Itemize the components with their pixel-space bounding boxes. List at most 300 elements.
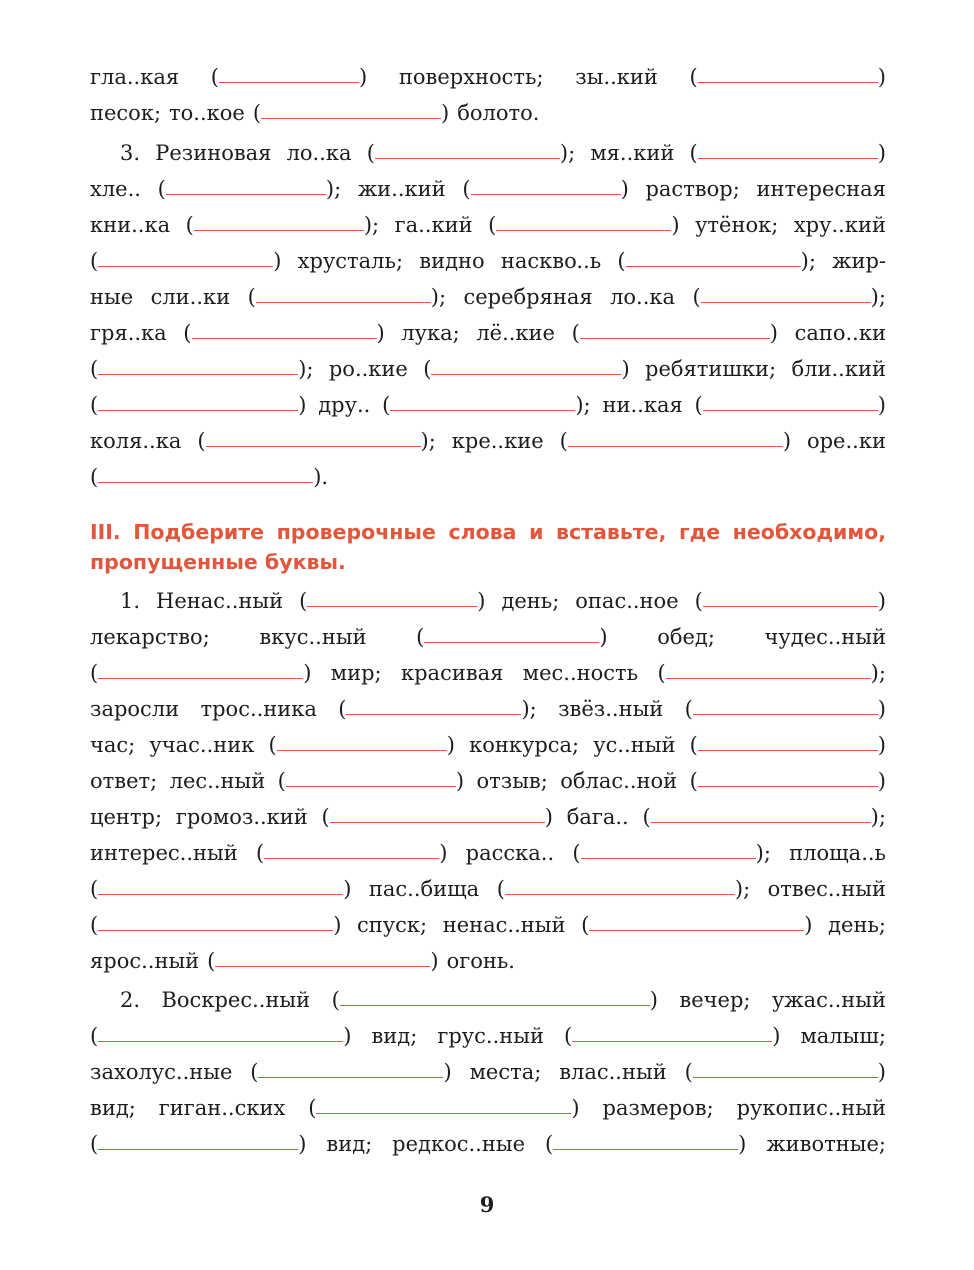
answer-group: [158, 171, 341, 207]
open-paren: (: [331, 988, 340, 1012]
open-paren: (: [90, 393, 99, 417]
close-paren: ): [298, 393, 307, 417]
text-line: [90, 315, 886, 351]
word: отвес..ный: [767, 877, 886, 901]
close-paren: ): [455, 769, 465, 793]
answer-group: [572, 835, 770, 871]
open-paren: (: [338, 697, 347, 721]
close-paren: ): [877, 141, 886, 165]
heading-word: необходимо,: [732, 520, 886, 544]
word: чудес..ный: [764, 625, 886, 649]
close-paren: ): [443, 1060, 452, 1084]
close-paren: ): [738, 1132, 747, 1156]
answer-blank[interactable]: [698, 62, 878, 84]
close-paren: ): [649, 988, 658, 1012]
answer-group: [90, 387, 306, 423]
word: ло..ка: [610, 285, 676, 309]
word: ус..ный: [593, 733, 676, 757]
open-paren: (: [207, 949, 216, 973]
answer-group: [690, 59, 886, 95]
answer-blank[interactable]: [581, 838, 756, 860]
word: центр;: [90, 805, 163, 829]
answer-group: [690, 727, 886, 763]
answer-blank[interactable]: [666, 658, 871, 680]
answer-blank[interactable]: [98, 462, 313, 484]
word: кре..кие: [451, 429, 544, 453]
word: лес..ный: [169, 769, 266, 793]
word: звёз..ный: [558, 697, 664, 721]
open-paren: (: [564, 1024, 573, 1048]
answer-blank[interactable]: [580, 318, 770, 340]
word: влас..ный: [559, 1060, 667, 1084]
close-paren: ): [343, 877, 352, 901]
close-paren: ): [877, 589, 886, 613]
answer-group: [657, 655, 885, 691]
close-paren: ): [441, 101, 450, 125]
heading-word: вставьте,: [556, 520, 667, 544]
close-paren: );: [363, 213, 380, 237]
answer-blank[interactable]: [651, 802, 871, 824]
close-paren: ): [273, 249, 282, 273]
open-paren: (: [572, 841, 581, 865]
answer-group: [564, 1018, 780, 1054]
answer-group: [278, 763, 464, 799]
answer-blank[interactable]: [166, 174, 326, 196]
answer-group: [90, 1126, 306, 1162]
word: Воскрес..ный: [161, 988, 311, 1012]
text-line: [90, 655, 886, 691]
text-line: [90, 243, 886, 279]
answer-group: [90, 459, 328, 495]
text-line: [90, 1126, 886, 1162]
text-line: [90, 387, 886, 423]
word: спуск;: [357, 913, 428, 937]
open-paren: (: [90, 249, 99, 273]
open-paren: (: [684, 697, 693, 721]
word: ло..ка: [286, 141, 352, 165]
text-line: [90, 59, 886, 95]
word: поверхность;: [398, 65, 544, 89]
word: пас..бища: [368, 877, 480, 901]
close-paren: ): [782, 429, 792, 453]
word: видно: [419, 249, 485, 273]
close-paren: ): [804, 913, 813, 937]
open-paren: (: [247, 285, 256, 309]
text-line: [90, 871, 886, 907]
open-paren: (: [462, 177, 471, 201]
word: хле..: [90, 177, 141, 201]
word: ро..кие: [328, 357, 408, 381]
word: гря..ка: [90, 321, 167, 345]
open-paren: (: [692, 285, 701, 309]
word: места;: [469, 1060, 542, 1084]
open-paren: (: [250, 1060, 259, 1084]
word: захолус..ные: [90, 1060, 233, 1084]
open-paren: (: [183, 321, 192, 345]
text-line: [90, 727, 886, 763]
word: облас..ной: [560, 769, 678, 793]
word: вечер;: [679, 988, 751, 1012]
word: лё..кие: [476, 321, 555, 345]
word: ненас..ный: [442, 913, 566, 937]
open-paren: (: [210, 65, 219, 89]
close-paren: ): [439, 841, 448, 865]
answer-group: [332, 982, 658, 1018]
word: сли..ки: [150, 285, 231, 309]
text-line: [90, 423, 886, 459]
answer-blank[interactable]: [589, 910, 804, 932]
heading-word: и: [529, 520, 544, 544]
answer-blank[interactable]: [496, 210, 671, 232]
word: красивая: [400, 661, 504, 685]
close-paren: );: [800, 249, 816, 273]
section-iii-heading: [90, 517, 886, 577]
word: огонь.: [446, 949, 515, 973]
answer-group: [617, 243, 815, 279]
answer-group: [322, 799, 553, 835]
open-paren: (: [382, 393, 391, 417]
open-paren: (: [581, 913, 590, 937]
close-paren: ): [333, 913, 342, 937]
open-paren: (: [90, 877, 99, 901]
text-line: [90, 135, 886, 171]
answer-blank[interactable]: [553, 1129, 738, 1151]
answer-group: [695, 387, 886, 423]
answer-group: [186, 207, 379, 243]
word: громоз..кий: [175, 805, 308, 829]
word: зы..кий: [575, 65, 658, 89]
close-paren: ): [298, 1132, 307, 1156]
open-paren: (: [488, 213, 497, 237]
answer-blank[interactable]: [98, 910, 333, 932]
answer-blank[interactable]: [307, 586, 477, 608]
answer-blank[interactable]: [219, 62, 359, 84]
word: хру..кий: [793, 213, 886, 237]
word: день;: [501, 589, 560, 613]
word: гла..кая: [90, 65, 180, 89]
text-line: [90, 1054, 886, 1090]
answer-blank[interactable]: [471, 174, 621, 196]
answer-group: [642, 799, 885, 835]
answer-group: [560, 423, 791, 459]
answer-group: [462, 171, 628, 207]
word: расска..: [465, 841, 555, 865]
answer-blank[interactable]: [258, 1057, 443, 1079]
word: песок;: [90, 101, 162, 125]
answer-group: [692, 279, 885, 315]
answer-blank[interactable]: [194, 210, 364, 232]
word: мя..кий: [590, 141, 675, 165]
answer-group: [248, 279, 446, 315]
answer-group: [308, 1090, 579, 1126]
answer-blank[interactable]: [693, 1057, 878, 1079]
answer-blank[interactable]: [206, 426, 421, 448]
answer-group: [690, 763, 886, 799]
close-paren: );: [575, 393, 591, 417]
word: ярос..ный: [90, 949, 200, 973]
open-paren: (: [571, 321, 580, 345]
open-paren: (: [185, 213, 194, 237]
open-paren: (: [268, 733, 277, 757]
answer-blank[interactable]: [98, 390, 298, 412]
answer-group: [256, 835, 447, 871]
close-paren: );: [420, 429, 436, 453]
answer-group: [299, 583, 485, 619]
word: 3.: [120, 141, 141, 165]
answer-blank[interactable]: [215, 946, 430, 968]
word: редкос..ные: [392, 1132, 525, 1156]
word: размеров;: [602, 1096, 714, 1120]
open-paren: (: [689, 769, 698, 793]
answer-group: [211, 59, 367, 95]
word: грус..ный: [437, 1024, 544, 1048]
close-paren: ): [376, 321, 385, 345]
answer-blank[interactable]: [698, 138, 878, 160]
text-line: [90, 943, 886, 979]
word: час;: [90, 733, 136, 757]
close-paren: ): [671, 213, 680, 237]
answer-group: [183, 315, 384, 351]
answer-blank[interactable]: [98, 354, 298, 376]
text-line: [90, 583, 886, 619]
answer-blank[interactable]: [703, 586, 878, 608]
text-line: [90, 835, 886, 871]
text-line: [90, 691, 886, 727]
answer-blank[interactable]: [346, 694, 521, 716]
open-paren: (: [308, 1096, 317, 1120]
answer-group: [269, 727, 455, 763]
answer-blank[interactable]: [693, 694, 878, 716]
answer-group: [90, 907, 341, 943]
answer-blank[interactable]: [256, 282, 431, 304]
close-paren: ): [477, 589, 486, 613]
answer-blank[interactable]: [330, 802, 545, 824]
close-paren: ): [769, 321, 778, 345]
word: площа..ь: [789, 841, 886, 865]
word: ни..кая: [602, 393, 683, 417]
answer-blank[interactable]: [192, 318, 377, 340]
word: серебряная: [463, 285, 593, 309]
close-paren: ): [877, 1060, 886, 1084]
answer-blank[interactable]: [98, 1021, 343, 1043]
text-line: [90, 279, 886, 315]
word: утёнок;: [695, 213, 779, 237]
open-paren: (: [642, 805, 651, 829]
answer-group: [90, 655, 311, 691]
open-paren: (: [321, 805, 330, 829]
answer-blank[interactable]: [698, 766, 878, 788]
close-paren: );: [734, 877, 751, 901]
word: вид;: [90, 1096, 136, 1120]
answer-group: [572, 315, 778, 351]
answer-group: [367, 135, 575, 171]
text-line: [90, 619, 886, 655]
close-paren: );: [325, 177, 342, 201]
answer-blank[interactable]: [98, 1129, 298, 1151]
word: заросли: [90, 697, 180, 721]
answer-blank[interactable]: [98, 658, 303, 680]
close-paren: );: [298, 357, 314, 381]
answer-group: [690, 135, 886, 171]
close-paren: ): [620, 177, 629, 201]
close-paren: ): [303, 661, 312, 685]
word: 2.: [120, 988, 141, 1012]
answer-group: [90, 1018, 351, 1054]
answer-blank[interactable]: [98, 874, 343, 896]
word: опас..ное: [575, 589, 679, 613]
open-paren: (: [617, 249, 626, 273]
answer-group: [416, 619, 607, 655]
answer-group: [90, 243, 281, 279]
close-paren: ): [358, 65, 368, 89]
word: 1.: [120, 589, 141, 613]
open-paren: (: [423, 357, 432, 381]
open-paren: (: [299, 589, 308, 613]
text-line: [90, 351, 886, 387]
close-paren: ): [877, 697, 886, 721]
answer-group: [253, 95, 449, 131]
close-paren: );: [559, 141, 576, 165]
answer-group: [488, 207, 679, 243]
word: учас..ник: [149, 733, 255, 757]
open-paren: (: [90, 1132, 99, 1156]
text-line: [90, 763, 886, 799]
word: вид;: [371, 1024, 418, 1048]
word: мес..ность: [522, 661, 639, 685]
close-paren: ): [621, 357, 630, 381]
heading-word: где: [678, 520, 721, 544]
word: раствор;: [645, 177, 740, 201]
heading-line-1: [90, 517, 886, 547]
word: вкус..ный: [259, 625, 367, 649]
word: Резиновая: [155, 141, 272, 165]
open-paren: (: [689, 141, 698, 165]
close-paren: );: [870, 285, 886, 309]
text-line: [90, 907, 886, 943]
close-paren: );: [521, 697, 537, 721]
answer-group: [90, 871, 351, 907]
answer-group: [695, 583, 886, 619]
word: гиган..ских: [158, 1096, 286, 1120]
answer-blank[interactable]: [286, 766, 456, 788]
open-paren: (: [366, 141, 375, 165]
answer-blank[interactable]: [424, 622, 599, 644]
answer-blank[interactable]: [703, 390, 878, 412]
word: болото.: [457, 101, 540, 125]
word: день;: [828, 913, 886, 937]
answer-blank[interactable]: [701, 282, 871, 304]
open-paren: (: [694, 393, 703, 417]
open-paren: (: [90, 913, 99, 937]
close-paren: );: [870, 805, 886, 829]
answer-blank[interactable]: [505, 874, 735, 896]
open-paren: (: [684, 1060, 693, 1084]
answer-blank[interactable]: [316, 1093, 571, 1115]
close-paren: ): [877, 769, 886, 793]
word: интерес..ный: [90, 841, 238, 865]
word: интересная: [756, 177, 886, 201]
word: рукопис..ный: [736, 1096, 886, 1120]
answer-blank[interactable]: [98, 246, 273, 268]
word: малыш;: [800, 1024, 886, 1048]
word: трос..ника: [200, 697, 317, 721]
answer-blank[interactable]: [568, 426, 783, 448]
page-number: 9: [479, 1192, 495, 1217]
answer-blank[interactable]: [626, 246, 801, 268]
word: лекарство;: [90, 625, 210, 649]
word: дру..: [318, 393, 371, 417]
answer-group: [197, 423, 435, 459]
word: га..кий: [394, 213, 473, 237]
answer-group: [338, 691, 536, 727]
close-paren: );: [755, 841, 771, 865]
word: ответ;: [90, 769, 158, 793]
answer-group: [685, 691, 886, 727]
heading-word: слова: [448, 520, 517, 544]
answer-blank[interactable]: [431, 354, 621, 376]
word: хрусталь;: [297, 249, 404, 273]
answer-blank[interactable]: [572, 1021, 772, 1043]
answer-group: [423, 351, 629, 387]
answer-blank[interactable]: [264, 838, 439, 860]
text-line: [90, 207, 886, 243]
close-paren: ): [877, 65, 886, 89]
open-paren: (: [496, 877, 505, 901]
answer-group: [250, 1054, 451, 1090]
answer-blank[interactable]: [277, 730, 447, 752]
answer-blank[interactable]: [261, 98, 441, 120]
word: коля..ка: [90, 429, 182, 453]
close-paren: ).: [313, 465, 329, 489]
answer-blank[interactable]: [340, 985, 650, 1007]
open-paren: (: [90, 1024, 99, 1048]
open-paren: (: [90, 465, 99, 489]
word: ребятишки;: [645, 357, 777, 381]
open-paren: (: [252, 101, 262, 125]
answer-group: [545, 1126, 746, 1162]
text-line: [90, 1090, 886, 1126]
word: обед;: [657, 625, 715, 649]
text-line: [90, 982, 886, 1018]
open-paren: (: [689, 65, 698, 89]
word: оре..ки: [806, 429, 886, 453]
open-paren: (: [157, 177, 166, 201]
open-paren: (: [256, 841, 265, 865]
open-paren: (: [694, 589, 703, 613]
heading-line-2: пропущенные буквы.: [90, 550, 346, 574]
close-paren: ): [571, 1096, 580, 1120]
answer-blank[interactable]: [698, 730, 878, 752]
open-paren: (: [657, 661, 666, 685]
word: бли..кий: [791, 357, 886, 381]
close-paren: ): [343, 1024, 352, 1048]
answer-group: [685, 1054, 886, 1090]
text-line: [90, 1018, 886, 1054]
close-paren: ): [446, 733, 455, 757]
close-paren: ): [877, 393, 886, 417]
text-line: [90, 95, 886, 131]
open-paren: (: [416, 625, 425, 649]
answer-blank[interactable]: [390, 390, 575, 412]
heading-word: проверочные: [276, 520, 436, 544]
close-paren: ): [772, 1024, 781, 1048]
word: животные;: [766, 1132, 886, 1156]
answer-blank[interactable]: [375, 138, 560, 160]
heading-word: Подберите: [133, 520, 265, 544]
open-paren: (: [544, 1132, 554, 1156]
word: кни..ка: [90, 213, 171, 237]
close-paren: );: [870, 661, 886, 685]
